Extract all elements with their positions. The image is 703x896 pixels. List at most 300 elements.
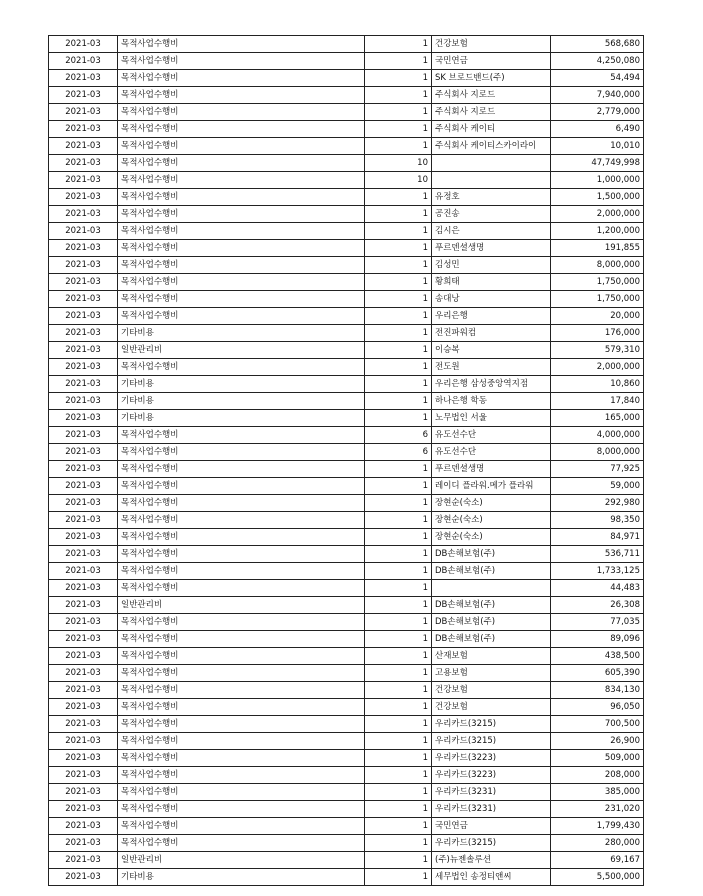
month-cell: 2021-03 [49,631,118,648]
amount-cell: 292,980 [551,495,644,512]
account-cell: 목적사업수행비 [118,682,365,699]
account-cell: 목적사업수행비 [118,546,365,563]
vendor-cell: 국민연금 [432,818,551,835]
vendor-cell: 우리카드(3215) [432,716,551,733]
table-row [49,682,644,699]
amount-cell: 165,000 [551,410,644,427]
table-row [49,70,644,87]
vendor-cell: 황희태 [432,274,551,291]
amount-cell: 5,500,000 [551,869,644,886]
account-cell: 목적사업수행비 [118,614,365,631]
amount-cell: 10,860 [551,376,644,393]
quantity-cell: 1 [365,376,432,393]
account-cell: 기타비용 [118,376,365,393]
quantity-cell: 1 [365,563,432,580]
month-cell: 2021-03 [49,580,118,597]
vendor-cell: DB손해보험(주) [432,563,551,580]
month-cell: 2021-03 [49,325,118,342]
table-row [49,104,644,121]
quantity-cell: 1 [365,308,432,325]
vendor-cell: 우리카드(3223) [432,767,551,784]
month-cell: 2021-03 [49,36,118,53]
month-cell: 2021-03 [49,869,118,886]
account-cell: 목적사업수행비 [118,257,365,274]
account-cell: 목적사업수행비 [118,291,365,308]
vendor-cell: 건강보험 [432,699,551,716]
ledger-body [49,36,644,886]
table-row [49,240,644,257]
quantity-cell: 1 [365,393,432,410]
account-cell: 목적사업수행비 [118,478,365,495]
vendor-cell: DB손해보험(주) [432,631,551,648]
amount-cell: 4,250,080 [551,53,644,70]
table-row [49,155,644,172]
account-cell: 목적사업수행비 [118,529,365,546]
account-cell: 기타비용 [118,393,365,410]
amount-cell: 98,350 [551,512,644,529]
account-cell: 목적사업수행비 [118,427,365,444]
quantity-cell: 1 [365,291,432,308]
table-row [49,733,644,750]
quantity-cell: 1 [365,104,432,121]
quantity-cell: 1 [365,189,432,206]
month-cell: 2021-03 [49,257,118,274]
amount-cell: 280,000 [551,835,644,852]
vendor-cell: 산재보험 [432,648,551,665]
table-row [49,580,644,597]
vendor-cell: 김성민 [432,257,551,274]
quantity-cell: 1 [365,546,432,563]
account-cell: 목적사업수행비 [118,495,365,512]
account-cell: 목적사업수행비 [118,733,365,750]
table-row [49,359,644,376]
account-cell: 목적사업수행비 [118,665,365,682]
month-cell: 2021-03 [49,342,118,359]
table-row [49,172,644,189]
amount-cell: 84,971 [551,529,644,546]
table-row [49,138,644,155]
amount-cell: 54,494 [551,70,644,87]
amount-cell: 26,900 [551,733,644,750]
table-row [49,648,644,665]
quantity-cell: 1 [365,53,432,70]
month-cell: 2021-03 [49,308,118,325]
table-row [49,869,644,886]
account-cell: 목적사업수행비 [118,767,365,784]
quantity-cell: 1 [365,665,432,682]
amount-cell: 605,390 [551,665,644,682]
table-row [49,342,644,359]
table-row [49,529,644,546]
amount-cell: 700,500 [551,716,644,733]
account-cell: 목적사업수행비 [118,155,365,172]
vendor-cell: 우리카드(3231) [432,784,551,801]
amount-cell: 8,000,000 [551,257,644,274]
quantity-cell: 10 [365,155,432,172]
table-row [49,257,644,274]
month-cell: 2021-03 [49,512,118,529]
account-cell: 목적사업수행비 [118,172,365,189]
account-cell: 목적사업수행비 [118,36,365,53]
vendor-cell: SK 브로드밴드(주) [432,70,551,87]
vendor-cell: 푸르덴셜생명 [432,240,551,257]
month-cell: 2021-03 [49,155,118,172]
quantity-cell: 1 [365,138,432,155]
amount-cell: 509,000 [551,750,644,767]
amount-cell: 7,940,000 [551,87,644,104]
amount-cell: 26,308 [551,597,644,614]
amount-cell: 1,750,000 [551,274,644,291]
month-cell: 2021-03 [49,495,118,512]
month-cell: 2021-03 [49,682,118,699]
month-cell: 2021-03 [49,427,118,444]
month-cell: 2021-03 [49,818,118,835]
quantity-cell: 1 [365,495,432,512]
account-cell: 목적사업수행비 [118,87,365,104]
amount-cell: 438,500 [551,648,644,665]
account-cell: 목적사업수행비 [118,138,365,155]
month-cell: 2021-03 [49,461,118,478]
quantity-cell: 1 [365,801,432,818]
month-cell: 2021-03 [49,767,118,784]
table-row [49,87,644,104]
vendor-cell: 국민연금 [432,53,551,70]
vendor-cell: DB손해보험(주) [432,597,551,614]
month-cell: 2021-03 [49,53,118,70]
amount-cell: 1,750,000 [551,291,644,308]
account-cell: 목적사업수행비 [118,784,365,801]
amount-cell: 20,000 [551,308,644,325]
quantity-cell: 1 [365,223,432,240]
amount-cell: 834,130 [551,682,644,699]
table-row [49,121,644,138]
vendor-cell: 장현순(숙소) [432,512,551,529]
vendor-cell: 주식회사 지로드 [432,87,551,104]
month-cell: 2021-03 [49,733,118,750]
quantity-cell: 1 [365,767,432,784]
amount-cell: 77,925 [551,461,644,478]
amount-cell: 1,000,000 [551,172,644,189]
month-cell: 2021-03 [49,597,118,614]
amount-cell: 17,840 [551,393,644,410]
account-cell: 목적사업수행비 [118,104,365,121]
table-row [49,36,644,53]
month-cell: 2021-03 [49,750,118,767]
month-cell: 2021-03 [49,665,118,682]
account-cell: 목적사업수행비 [118,563,365,580]
month-cell: 2021-03 [49,291,118,308]
amount-cell: 47,749,998 [551,155,644,172]
vendor-cell: 주식회사 지로드 [432,104,551,121]
quantity-cell: 1 [365,359,432,376]
quantity-cell: 1 [365,835,432,852]
account-cell: 일반관리비 [118,597,365,614]
month-cell: 2021-03 [49,648,118,665]
quantity-cell: 1 [365,580,432,597]
table-row [49,325,644,342]
table-row [49,427,644,444]
amount-cell: 1,799,430 [551,818,644,835]
table-row [49,801,644,818]
quantity-cell: 1 [365,410,432,427]
month-cell: 2021-03 [49,614,118,631]
amount-cell: 96,050 [551,699,644,716]
quantity-cell: 1 [365,478,432,495]
table-row [49,53,644,70]
vendor-cell: 우리카드(3223) [432,750,551,767]
quantity-cell: 1 [365,597,432,614]
table-row [49,461,644,478]
amount-cell: 69,167 [551,852,644,869]
month-cell: 2021-03 [49,835,118,852]
vendor-cell: 공진송 [432,206,551,223]
account-cell: 목적사업수행비 [118,580,365,597]
vendor-cell [432,580,551,597]
amount-cell: 385,000 [551,784,644,801]
quantity-cell: 1 [365,716,432,733]
month-cell: 2021-03 [49,104,118,121]
table-row [49,784,644,801]
quantity-cell: 1 [365,512,432,529]
table-row [49,478,644,495]
account-cell: 목적사업수행비 [118,461,365,478]
table-row [49,512,644,529]
month-cell: 2021-03 [49,801,118,818]
quantity-cell: 1 [365,784,432,801]
month-cell: 2021-03 [49,852,118,869]
vendor-cell: 이승복 [432,342,551,359]
month-cell: 2021-03 [49,172,118,189]
account-cell: 목적사업수행비 [118,308,365,325]
table-row [49,410,644,427]
account-cell: 목적사업수행비 [118,801,365,818]
quantity-cell: 1 [365,87,432,104]
table-row [49,495,644,512]
account-cell: 목적사업수행비 [118,274,365,291]
account-cell: 일반관리비 [118,852,365,869]
month-cell: 2021-03 [49,121,118,138]
account-cell: 목적사업수행비 [118,240,365,257]
table-row [49,189,644,206]
amount-cell: 1,733,125 [551,563,644,580]
quantity-cell: 1 [365,631,432,648]
quantity-cell: 1 [365,818,432,835]
vendor-cell: 건강보험 [432,36,551,53]
table-row [49,393,644,410]
quantity-cell: 1 [365,869,432,886]
table-row [49,291,644,308]
vendor-cell: 푸르덴셜생명 [432,461,551,478]
quantity-cell: 1 [365,121,432,138]
vendor-cell: 우리은행 삼성중앙역지점 [432,376,551,393]
month-cell: 2021-03 [49,70,118,87]
quantity-cell: 1 [365,257,432,274]
account-cell: 목적사업수행비 [118,70,365,87]
table-row [49,699,644,716]
vendor-cell: 송대낭 [432,291,551,308]
month-cell: 2021-03 [49,529,118,546]
month-cell: 2021-03 [49,376,118,393]
vendor-cell: 우리은행 [432,308,551,325]
month-cell: 2021-03 [49,478,118,495]
expense-ledger-table [48,35,644,886]
quantity-cell: 6 [365,444,432,461]
table-row [49,308,644,325]
month-cell: 2021-03 [49,359,118,376]
account-cell: 목적사업수행비 [118,818,365,835]
account-cell: 목적사업수행비 [118,512,365,529]
month-cell: 2021-03 [49,189,118,206]
vendor-cell: 유도선수단 [432,444,551,461]
table-row [49,614,644,631]
month-cell: 2021-03 [49,393,118,410]
account-cell: 목적사업수행비 [118,631,365,648]
amount-cell: 1,200,000 [551,223,644,240]
quantity-cell: 1 [365,240,432,257]
quantity-cell: 1 [365,70,432,87]
amount-cell: 579,310 [551,342,644,359]
quantity-cell: 1 [365,699,432,716]
quantity-cell: 1 [365,529,432,546]
vendor-cell: 유도선수단 [432,427,551,444]
amount-cell: 191,855 [551,240,644,257]
table-row [49,835,644,852]
account-cell: 목적사업수행비 [118,53,365,70]
quantity-cell: 1 [365,36,432,53]
amount-cell: 208,000 [551,767,644,784]
vendor-cell: 노무법인 서울 [432,410,551,427]
account-cell: 목적사업수행비 [118,223,365,240]
vendor-cell: DB손해보험(주) [432,614,551,631]
vendor-cell [432,172,551,189]
quantity-cell: 1 [365,342,432,359]
month-cell: 2021-03 [49,784,118,801]
vendor-cell: 하나은행 학동 [432,393,551,410]
quantity-cell: 1 [365,206,432,223]
table-row [49,376,644,393]
amount-cell: 568,680 [551,36,644,53]
month-cell: 2021-03 [49,138,118,155]
vendor-cell: 세무법인 송정티앤씨 [432,869,551,886]
amount-cell: 59,000 [551,478,644,495]
amount-cell: 8,000,000 [551,444,644,461]
account-cell: 기타비용 [118,325,365,342]
account-cell: 목적사업수행비 [118,206,365,223]
table-row [49,818,644,835]
month-cell: 2021-03 [49,87,118,104]
vendor-cell: (주)뉴젠솔루션 [432,852,551,869]
month-cell: 2021-03 [49,274,118,291]
quantity-cell: 1 [365,461,432,478]
quantity-cell: 1 [365,325,432,342]
amount-cell: 10,010 [551,138,644,155]
vendor-cell: 유정호 [432,189,551,206]
month-cell: 2021-03 [49,444,118,461]
month-cell: 2021-03 [49,716,118,733]
month-cell: 2021-03 [49,206,118,223]
table-row [49,546,644,563]
month-cell: 2021-03 [49,223,118,240]
quantity-cell: 6 [365,427,432,444]
quantity-cell: 1 [365,648,432,665]
vendor-cell: 장현순(숙소) [432,495,551,512]
account-cell: 일반관리비 [118,342,365,359]
quantity-cell: 1 [365,852,432,869]
vendor-cell [432,155,551,172]
vendor-cell: 우리카드(3215) [432,733,551,750]
vendor-cell: 레이디 플라워.메가 플라워 [432,478,551,495]
table-row [49,631,644,648]
table-row [49,206,644,223]
table-row [49,563,644,580]
table-row [49,716,644,733]
account-cell: 기타비용 [118,869,365,886]
month-cell: 2021-03 [49,699,118,716]
amount-cell: 2,779,000 [551,104,644,121]
vendor-cell: 전진파워컴 [432,325,551,342]
amount-cell: 2,000,000 [551,359,644,376]
quantity-cell: 1 [365,733,432,750]
month-cell: 2021-03 [49,240,118,257]
vendor-cell: 건강보험 [432,682,551,699]
table-row [49,665,644,682]
amount-cell: 231,020 [551,801,644,818]
table-row [49,852,644,869]
table-row [49,223,644,240]
account-cell: 목적사업수행비 [118,716,365,733]
account-cell: 목적사업수행비 [118,444,365,461]
table-row [49,767,644,784]
amount-cell: 1,500,000 [551,189,644,206]
account-cell: 목적사업수행비 [118,750,365,767]
quantity-cell: 1 [365,750,432,767]
vendor-cell: 고용보험 [432,665,551,682]
month-cell: 2021-03 [49,546,118,563]
month-cell: 2021-03 [49,410,118,427]
amount-cell: 77,035 [551,614,644,631]
account-cell: 목적사업수행비 [118,189,365,206]
account-cell: 목적사업수행비 [118,121,365,138]
table-row [49,444,644,461]
vendor-cell: 주식회사 케이티 [432,121,551,138]
quantity-cell: 1 [365,614,432,631]
vendor-cell: 전도원 [432,359,551,376]
vendor-cell: DB손해보험(주) [432,546,551,563]
table-row [49,597,644,614]
amount-cell: 6,490 [551,121,644,138]
vendor-cell: 김시은 [432,223,551,240]
amount-cell: 176,000 [551,325,644,342]
account-cell: 목적사업수행비 [118,648,365,665]
quantity-cell: 10 [365,172,432,189]
table-row [49,750,644,767]
amount-cell: 2,000,000 [551,206,644,223]
amount-cell: 44,483 [551,580,644,597]
amount-cell: 89,096 [551,631,644,648]
month-cell: 2021-03 [49,563,118,580]
amount-cell: 4,000,000 [551,427,644,444]
vendor-cell: 주식회사 케이티스카이라이 [432,138,551,155]
table-row [49,274,644,291]
quantity-cell: 1 [365,682,432,699]
account-cell: 목적사업수행비 [118,359,365,376]
vendor-cell: 장현순(숙소) [432,529,551,546]
vendor-cell: 우리카드(3231) [432,801,551,818]
account-cell: 목적사업수행비 [118,699,365,716]
vendor-cell: 우리카드(3215) [432,835,551,852]
quantity-cell: 1 [365,274,432,291]
account-cell: 목적사업수행비 [118,835,365,852]
